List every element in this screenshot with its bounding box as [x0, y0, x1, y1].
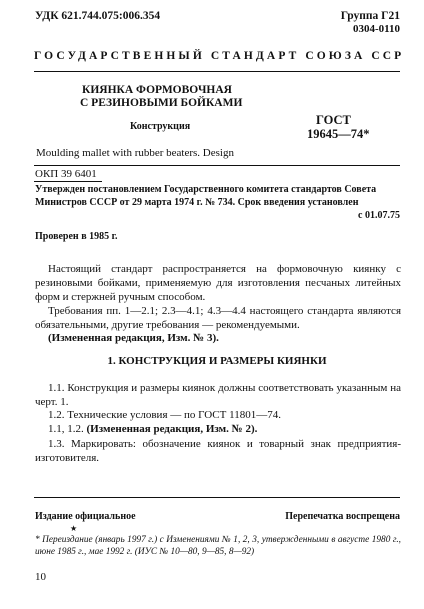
gost-number: 19645—74*	[307, 127, 370, 141]
title-line-2: С РЕЗИНОВЫМИ БОЙКАМИ	[80, 97, 243, 109]
section-title: 1. КОНСТРУКЦИЯ И РАЗМЕРЫ КИЯНКИ	[107, 355, 327, 367]
classification-code: 0304-0110	[352, 23, 400, 35]
group-label: Группа Г21	[340, 10, 400, 22]
reissue-footnote: * Переиздание (январь 1997 г.) с Изменениями № 1, 2, 3, утвержденными в августе 1980 г., июне 1985 г., мае 1992 г. (ИУС № 10—80, 9—85, 8—92)	[35, 535, 401, 557]
english-title: Moulding mallet with rubber beaters. Design	[36, 147, 234, 159]
title-subtitle: Конструкция	[130, 121, 191, 132]
standard-banner: ГОСУДАРСТВЕННЫЙ СТАНДАРТ СОЮЗА ССР	[34, 50, 405, 62]
footer-rule	[34, 497, 400, 498]
header-rule	[34, 71, 400, 72]
gost-label: ГОСТ	[316, 113, 351, 127]
title-rule	[34, 165, 400, 166]
item-reference: 1.1, 1.2.	[48, 423, 84, 435]
star-icon: ★	[70, 524, 78, 533]
requirements-paragraph: Требования пп. 1—2.1; 2.3—4.1; 4.3—4.4 настоящего стандарта являются обязательными, другие требования — рекомендуемыми.	[35, 305, 401, 331]
checked-year: Проверен в 1985 г.	[35, 231, 118, 242]
item-1-1: 1.1. Конструкция и размеры киянок должны соответствовать указанным на черт. 1.	[35, 382, 401, 408]
item-1-3: 1.3. Маркировать: обозначение киянок и товарный знак предприятия-изготовителя.	[35, 438, 401, 464]
okp-underline	[34, 181, 102, 182]
item-1-2: 1.2. Технические условия — по ГОСТ 11801—74.	[48, 409, 281, 421]
udc-code: УДК 621.744.075:006.354	[35, 10, 161, 22]
title-line-1: КИЯНКА ФОРМОВОЧНАЯ	[82, 84, 232, 96]
edition-note-2-text: (Измененная редакция, Изм. № 2).	[86, 423, 258, 435]
approval-line-2: Министров СССР от 29 марта 1974 г. № 734. Срок введения установлен	[35, 197, 359, 208]
okp-code: ОКП 39 6401	[35, 168, 97, 180]
page-number: 10	[35, 571, 46, 583]
edition-note-2	[48, 423, 257, 435]
official-edition: Издание официальное	[35, 511, 136, 522]
approval-date: с 01.07.75	[358, 210, 400, 221]
approval-line-1: Утвержден постановлением Государственного комитета стандартов Совета	[35, 184, 377, 195]
edition-note-1: (Измененная редакция, Изм. № 3).	[48, 332, 219, 344]
scope-paragraph: Настоящий стандарт распространяется на формовочную киянку с резиновыми бойками, применяемую для изготовления песчаных литейных форм и стержней ручным способом.	[35, 263, 401, 303]
reprint-prohibited: Перепечатка воспрещена	[285, 511, 400, 522]
